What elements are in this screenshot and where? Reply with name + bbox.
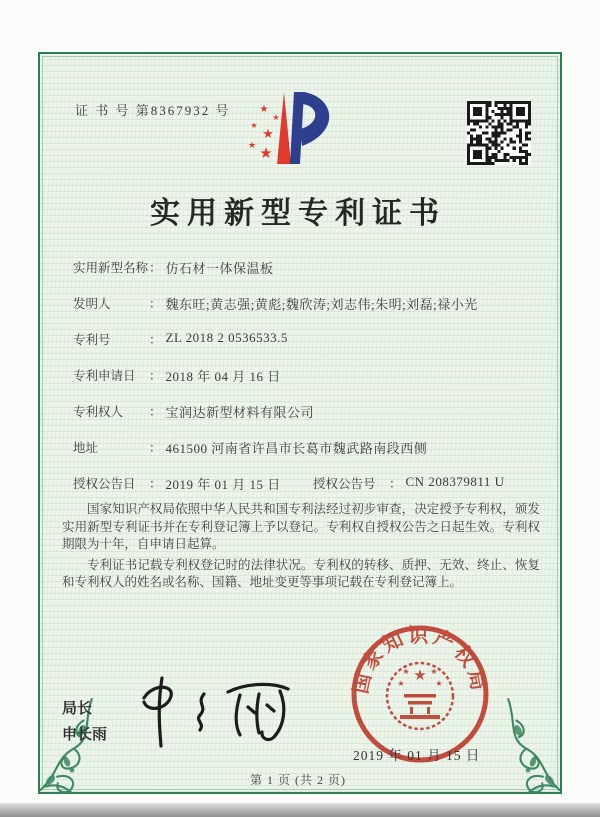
svg-text:★: ★ xyxy=(430,667,438,676)
svg-text:★: ★ xyxy=(272,113,280,122)
svg-text:★: ★ xyxy=(435,679,443,688)
qr-code xyxy=(467,101,531,165)
field-row xyxy=(73,294,543,315)
field-value: 仿石材一体保温板 xyxy=(165,261,274,276)
seal-text: 国家知识产权局 xyxy=(350,624,490,696)
photo-bottom-shadow xyxy=(0,803,600,817)
field-label: 专利号 xyxy=(73,333,111,347)
fields-section xyxy=(73,258,543,510)
field-row xyxy=(73,330,543,351)
director-name: 申长雨 xyxy=(62,726,108,743)
field-value: ZL 2018 2 0536533.5 xyxy=(165,330,288,345)
svg-text:★: ★ xyxy=(397,679,405,688)
svg-text:国家知识产权局 xyxy=(349,624,491,696)
field-row xyxy=(73,366,543,387)
field-value: 魏东旺;黄志强;黄彪;魏欣涛;刘志伟;朱明;刘磊;禄小光 xyxy=(165,297,478,312)
field-colon: ： xyxy=(149,297,162,311)
director-title: 局长 xyxy=(62,700,93,717)
issue-date: 2019 年 01 月 15 日 xyxy=(353,748,481,763)
field-label: 专利权人 xyxy=(73,405,124,419)
field-row xyxy=(73,402,543,423)
svg-text:★: ★ xyxy=(259,144,273,162)
svg-text:★: ★ xyxy=(402,667,410,676)
director-signature-icon xyxy=(128,668,308,753)
field-colon: ： xyxy=(149,261,162,275)
page-footer: 第 1 页 (共 2 页) xyxy=(250,773,346,787)
field-value: CN 208379811 U xyxy=(405,474,505,489)
field-label: 实用新型名称 xyxy=(73,261,149,275)
field-colon: ： xyxy=(149,369,162,383)
svg-text:★: ★ xyxy=(250,121,258,130)
field-value: 461500 河南省许昌市长葛市魏武路南段西侧 xyxy=(165,441,428,456)
field-label: 发明人 xyxy=(73,297,111,311)
legal-paragraph: 专利证书记载专利权登记时的法律状况。专利权的转移、质押、无效、终止、恢复和专利权人的姓名或名称、国籍、地址变更等事项记载在专利登记簿上。 xyxy=(62,557,540,589)
field-row xyxy=(73,258,543,279)
field-value: 宝润达新型材料有限公司 xyxy=(165,405,315,420)
svg-text:★: ★ xyxy=(259,104,269,115)
field-extra-pair xyxy=(313,474,504,493)
field-colon: ： xyxy=(149,477,162,491)
certificate-number: 证 书 号 第8367932 号 xyxy=(75,103,231,118)
field-value: 2018 年 04 月 16 日 xyxy=(165,369,281,384)
svg-text:★: ★ xyxy=(413,666,427,684)
field-label: 授权公告日 xyxy=(73,477,136,491)
field-colon: ： xyxy=(149,333,162,347)
field-label: 授权公告号 xyxy=(313,477,376,491)
svg-text:★: ★ xyxy=(247,141,257,151)
field-colon: ： xyxy=(149,405,162,419)
field-label: 专利申请日 xyxy=(73,369,136,383)
field-row xyxy=(73,474,543,495)
svg-text:★: ★ xyxy=(262,127,274,142)
certificate-title: 实用新型专利证书 xyxy=(150,197,446,230)
field-row xyxy=(73,438,543,459)
field-colon: ： xyxy=(389,477,402,491)
field-value: 2019 年 01 月 15 日 xyxy=(165,477,281,492)
legal-paragraph: 国家知识产权局依照中华人民共和国专利法经过初步审查，决定授予专利权，颁发实用新型专利证书并在专利登记簿上予以登记。专利权自授权公告之日起生效。专利权期限为十年，自申请日起算。 xyxy=(62,502,540,551)
field-label: 地址 xyxy=(73,441,99,455)
field-colon: ： xyxy=(149,441,162,455)
cnipa-logo-icon xyxy=(240,84,344,170)
legal-paragraphs xyxy=(62,501,540,595)
